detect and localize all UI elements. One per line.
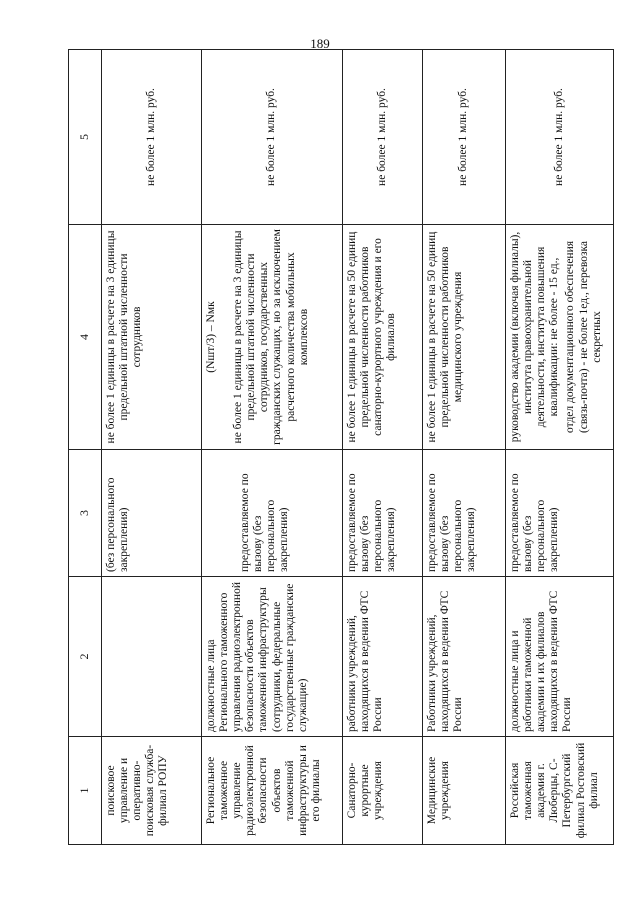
price-norm-cell: не более 1 млн. руб. bbox=[343, 50, 423, 225]
quantity-norm-text: не более 1 единицы в расчете на 3 единицы предельной штатной численности сотрудников bbox=[105, 230, 144, 444]
table-row bbox=[506, 50, 614, 845]
price-norm-cell: не более 1 млн. руб. bbox=[506, 50, 614, 225]
column-number-row bbox=[69, 50, 102, 845]
quantity-norm-cell bbox=[202, 225, 343, 450]
price-norm-cell: не более 1 млн. руб. bbox=[423, 50, 506, 225]
quantity-norm-cell bbox=[506, 225, 614, 450]
column-number: 1 bbox=[69, 737, 102, 845]
quantity-norm-cell bbox=[343, 225, 423, 450]
persons-cell: работники учреждений, находящихся в ведении ФТС России bbox=[343, 577, 423, 737]
org-cell: Российская таможенная академия г. Люберцы, С-Петербургский филиал Ростовский филиал bbox=[506, 737, 614, 845]
persons-cell: должностные лица Регионального таможенного управления радиоэлектронной безопасности объектов таможенной инфраструктуры (сотрудники, федеральные государственные гражданские служащие) bbox=[202, 577, 343, 737]
price-norm-cell: не более 1 млн. руб. bbox=[102, 50, 202, 225]
org-cell: Региональное таможенное управление радиоэлектронной безопасности объектов таможенной инфраструктуры и его филиалы bbox=[202, 737, 343, 845]
column-number: 3 bbox=[69, 450, 102, 577]
quantity-norm-cell bbox=[102, 225, 202, 450]
org-cell: Медицинские учреждения bbox=[423, 737, 506, 845]
column-number: 2 bbox=[69, 577, 102, 737]
usage-mode-cell: (без персонального закрепления) bbox=[102, 450, 202, 577]
column-number: 4 bbox=[69, 225, 102, 450]
rotated-table-wrapper bbox=[68, 50, 613, 845]
table-row bbox=[423, 50, 506, 845]
usage-mode-cell: предоставляемое по вызову (без персонального закрепления) bbox=[343, 450, 423, 577]
org-cell: Санаторно-курортные учреждения bbox=[343, 737, 423, 845]
persons-cell: Работники учреждений, находящихся в ведении ФТС России bbox=[423, 577, 506, 737]
usage-mode-cell: предоставляемое по вызову (без персонального закрепления) bbox=[423, 450, 506, 577]
table-row bbox=[202, 50, 343, 845]
table-row bbox=[102, 50, 202, 845]
quantity-norm-text: не более 1 единицы в расчете на 50 единиц предельной численности работников медицинского учреждения bbox=[426, 231, 465, 443]
column-number: 5 bbox=[69, 50, 102, 225]
quantity-norm-text: не более 1 единицы в расчете на 3 единицы предельной штатной численности сотрудников, государственных гражданских служащих, но за исключением расчетного количества мобильных комплексов bbox=[232, 229, 310, 445]
quantity-norm-text: не более 1 единицы в расчете на 50 единиц предельной численности работников санаторно-курортного учреждения и его филиалов bbox=[346, 231, 398, 443]
vehicle-norms-table bbox=[68, 49, 614, 845]
price-norm-cell: не более 1 млн. руб. bbox=[202, 50, 343, 225]
quantity-norm-cell bbox=[423, 225, 506, 450]
persons-cell bbox=[102, 577, 202, 737]
page-number: 189 bbox=[310, 36, 330, 51]
quantity-norm-text: отдел документационного обеспечения (связь-почта) - не более 1ед., перевозка секретных bbox=[564, 240, 603, 434]
usage-mode-text: предоставляемое по вызову (без персонального закрепления) bbox=[239, 473, 291, 572]
usage-mode-cell bbox=[202, 450, 343, 577]
quantity-norm-text: руководство академии (включая филиалы), института правоохранительной деятельности, института повышения квалификации: не более - 15 ед., bbox=[509, 231, 561, 443]
persons-cell: должностные лица и работники таможенной академии и их филиалов находящихся в ведении ФТС России bbox=[506, 577, 614, 737]
usage-mode-cell: предоставляемое по вызову (без персонального закрепления) bbox=[506, 450, 614, 577]
org-cell: поисковое управление и оперативно-поисковая служба-филиал РОПУ bbox=[102, 737, 202, 845]
table-row bbox=[343, 50, 423, 845]
quantity-formula: (Nшт/3) – Nмк bbox=[205, 301, 217, 373]
